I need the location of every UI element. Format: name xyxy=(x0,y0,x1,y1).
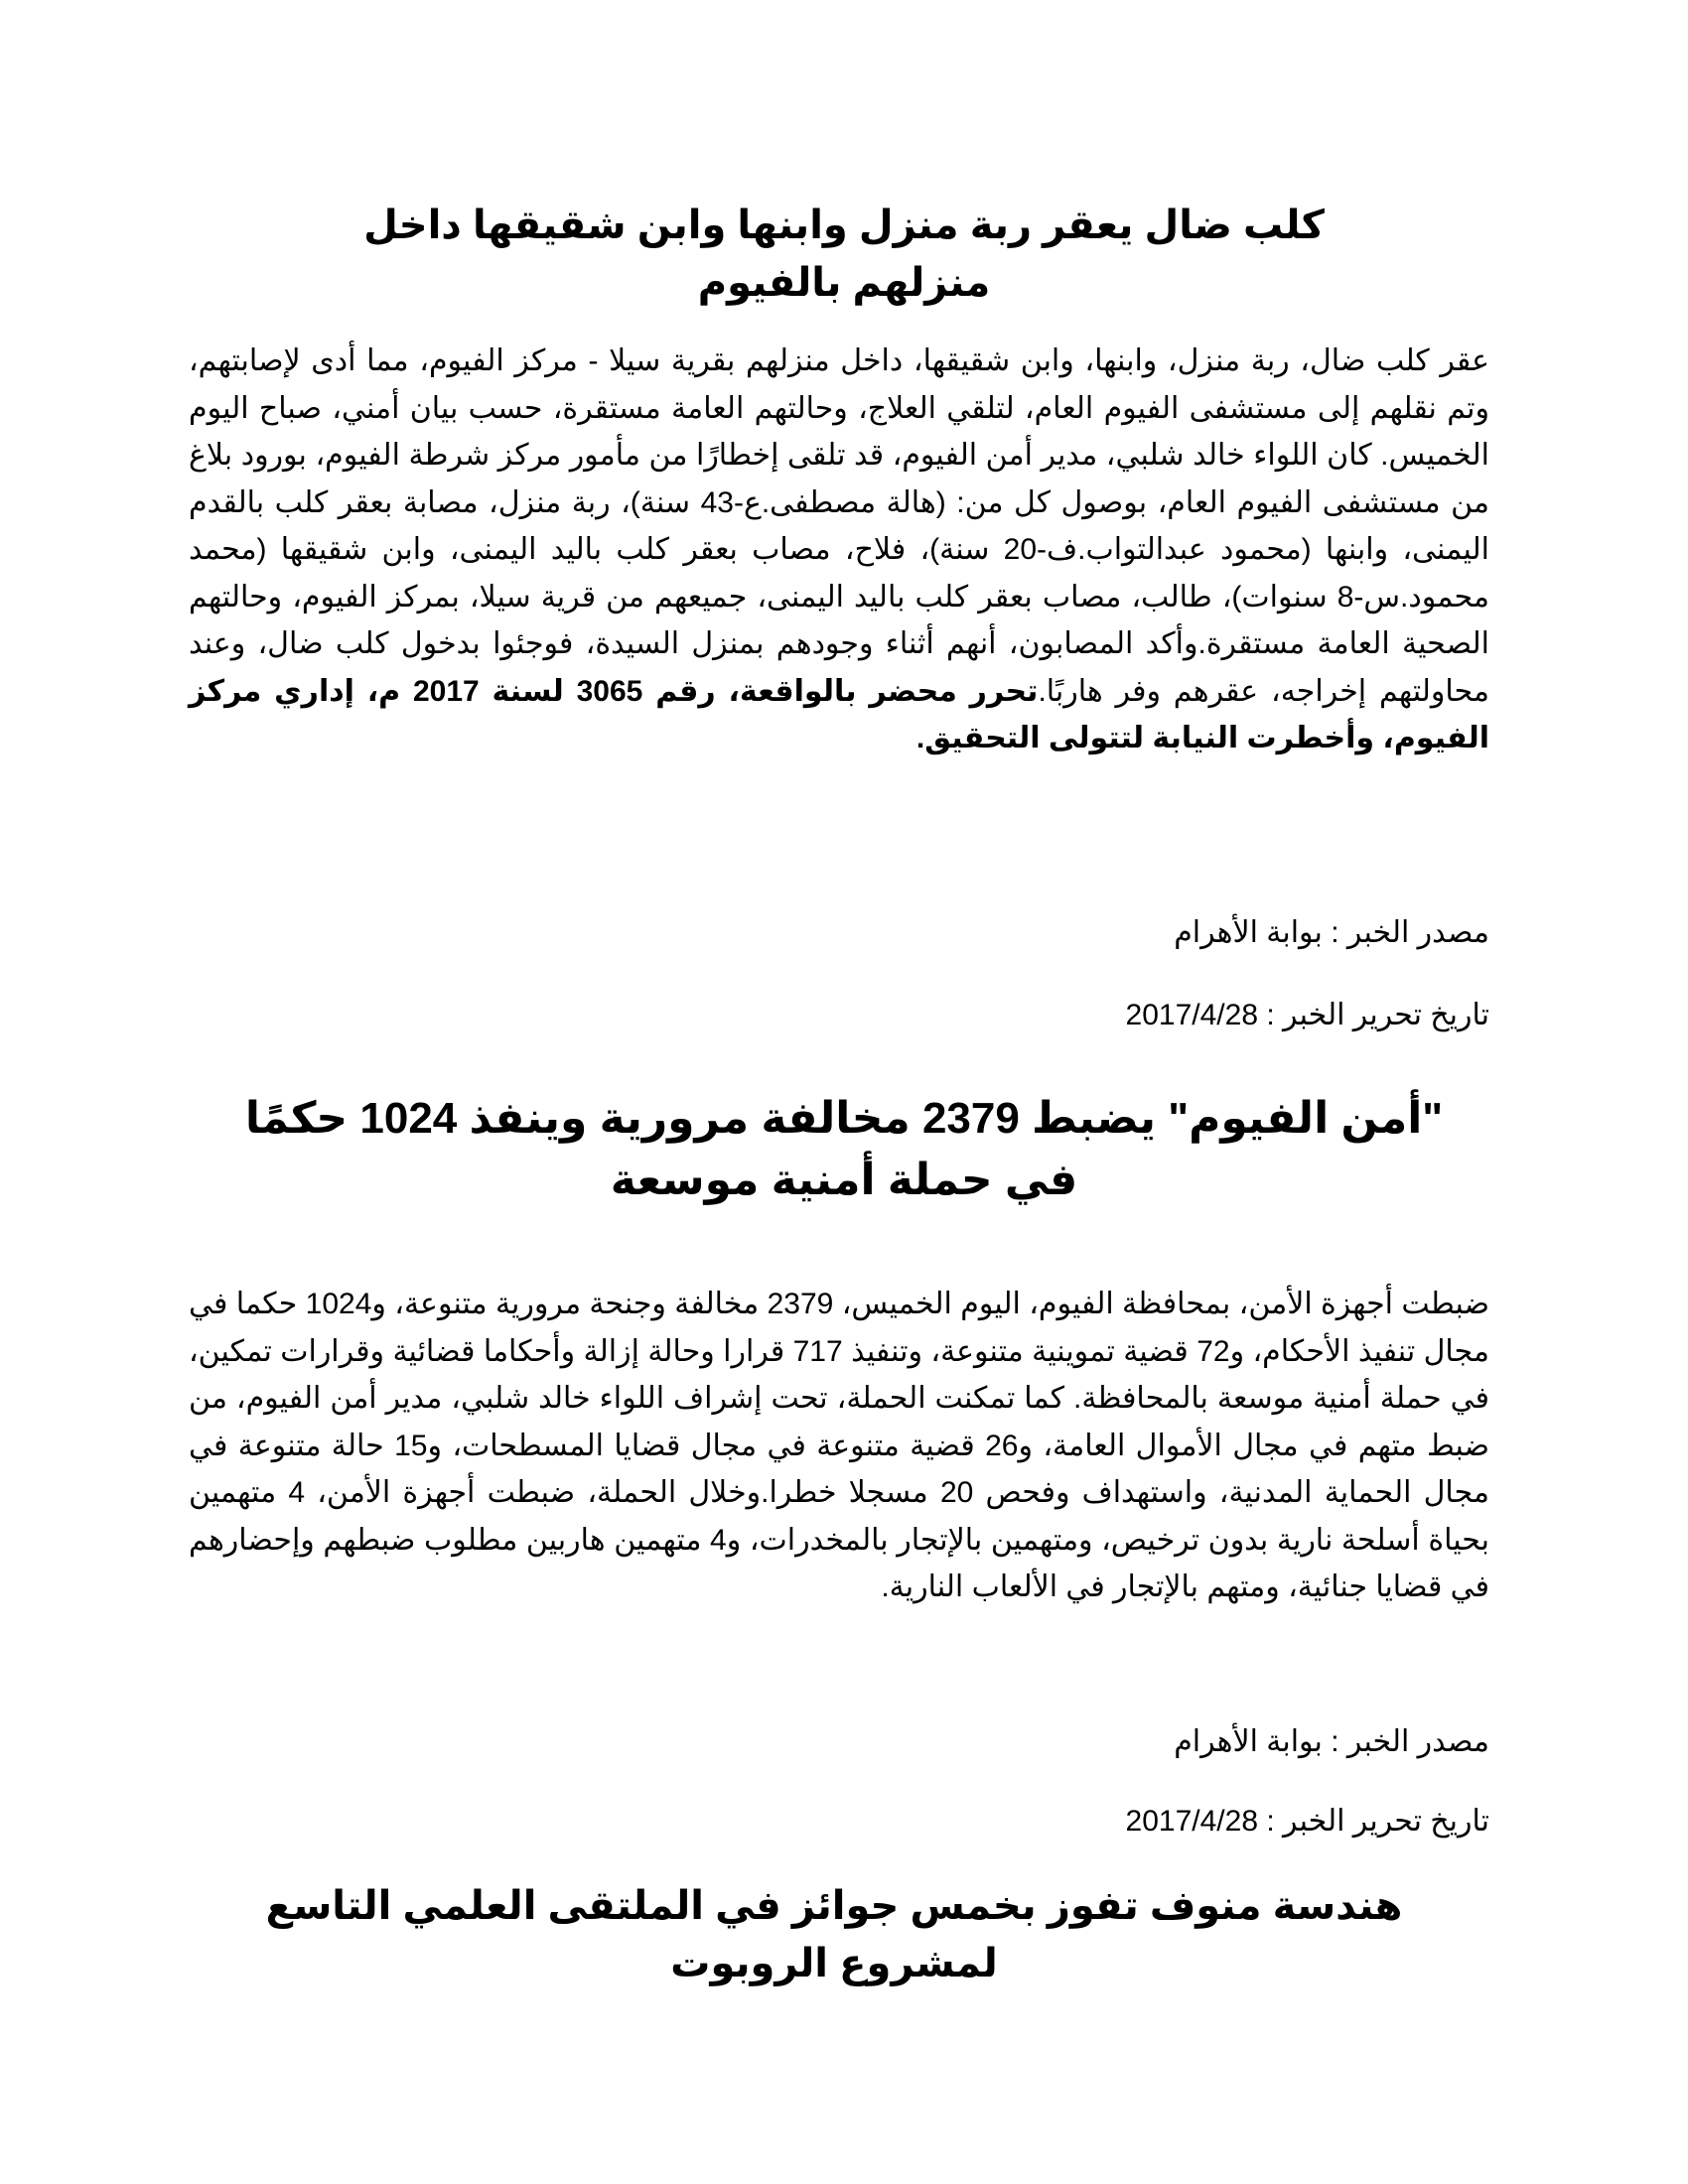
article-1-body-bold-text: تحرر محضر بالواقعة، رقم 3065 لسنة 2017 م، إداري مركز الفيوم، وأخطرت النيابة لتتولى التحقيق. xyxy=(189,674,1489,754)
article-1-headline: كلب ضال يعقر ربة منزل وابنها وابن شقيقها داخل منزلهم بالفيوم xyxy=(363,204,1325,305)
article-2-headline: "أمن الفيوم" يضبط 2379 مخالفة مرورية وينفذ 1024 حكمًا في حملة أمنية موسعة xyxy=(244,1094,1444,1204)
article-1-body xyxy=(189,338,1489,762)
article-2-source: مصدر الخبر : بوابة الأهرام xyxy=(1174,1725,1489,1758)
article-2-body: ضبطت أجهزة الأمن، بمحافظة الفيوم، اليوم الخميس، 2379 مخالفة وجنحة مرورية متنوعة، و1024 حكما في مجال تنفيذ الأحكام، و72 قضية تموينية متنوعة، وتنفيذ 717 قرارا وحالة إزالة وأحكاما قضائية وقرارات تمكين، في حملة أمنية موسعة بالمحافظة. كما تمكنت الحملة، تحت إشراف اللواء خالد شلبي، مدير أمن الفيوم، من ضبط متهم في مجال الأموال العامة، و26 قضية متنوعة في مجال قضايا المسطحات، و15 حالة متنوعة في مجال الحماية المدنية، واستهداف وفحص 20 مسجلا خطرا.وخلال الحملة، ضبطت أجهزة الأمن، 4 متهمين بحياة أسلحة نارية بدون ترخيص، ومتهمين بالإتجار بالمخدرات، و4 متهمين هاربين مطلوب ضبطهم وإحضارهم في قضايا جنائية، ومتهم بالإتجار في الألعاب النارية. xyxy=(189,1288,1490,1603)
article-1-body-text: عقر كلب ضال، ربة منزل، وابنها، وابن شقيقها، داخل منزلهم بقرية سيلا - مركز الفيوم، مما أدى لإصابتهم، وتم نقلهم إلى مستشفى الفيوم العام، لتلقي العلاج، وحالتهم العامة مستقرة، حسب بيان أمني، صباح اليوم الخميس. كان اللواء خالد شلبي، مدير أمن الفيوم، قد تلقى إخطارًا من مأمور مركز شرطة الفيوم، بورود بلاغ من مستشفى الفيوم العام، بوصول كل من: (هالة مصطفى.ع-43 سنة)، ربة منزل، مصابة بعقر كلب بالقدم اليمنى، وابنها (محمود عبدالتواب.ف-20 سنة)، فلاح، مصاب بعقر كلب باليد اليمنى، وابن شقيقها (محمد محمود.س-8 سنوات)، طالب، مصاب بعقر كلب باليد اليمنى، جميعهم من قرية سيلا، بمركز الفيوم، وحالتهم الصحية العامة مستقرة.وأكد المصابون، أنهم أثناء وجودهم بمنزل السيدة، فوجئوا بدخول كلب ضال، وعند محاولتهم إخراجه، عقرهم وفر هاربًا. xyxy=(189,344,1489,708)
article-2-date: تاريخ تحرير الخبر : 2017/4/28 xyxy=(1125,1805,1489,1838)
article-1-source: مصدر الخبر : بوابة الأهرام xyxy=(1174,916,1489,949)
article-3-headline: هندسة منوف تفوز بخمس جوائز في الملتقى العلمي التاسع لمشروع الروبوت xyxy=(265,1884,1403,1985)
article-1-date: تاريخ تحرير الخبر : 2017/4/28 xyxy=(1125,999,1489,1031)
